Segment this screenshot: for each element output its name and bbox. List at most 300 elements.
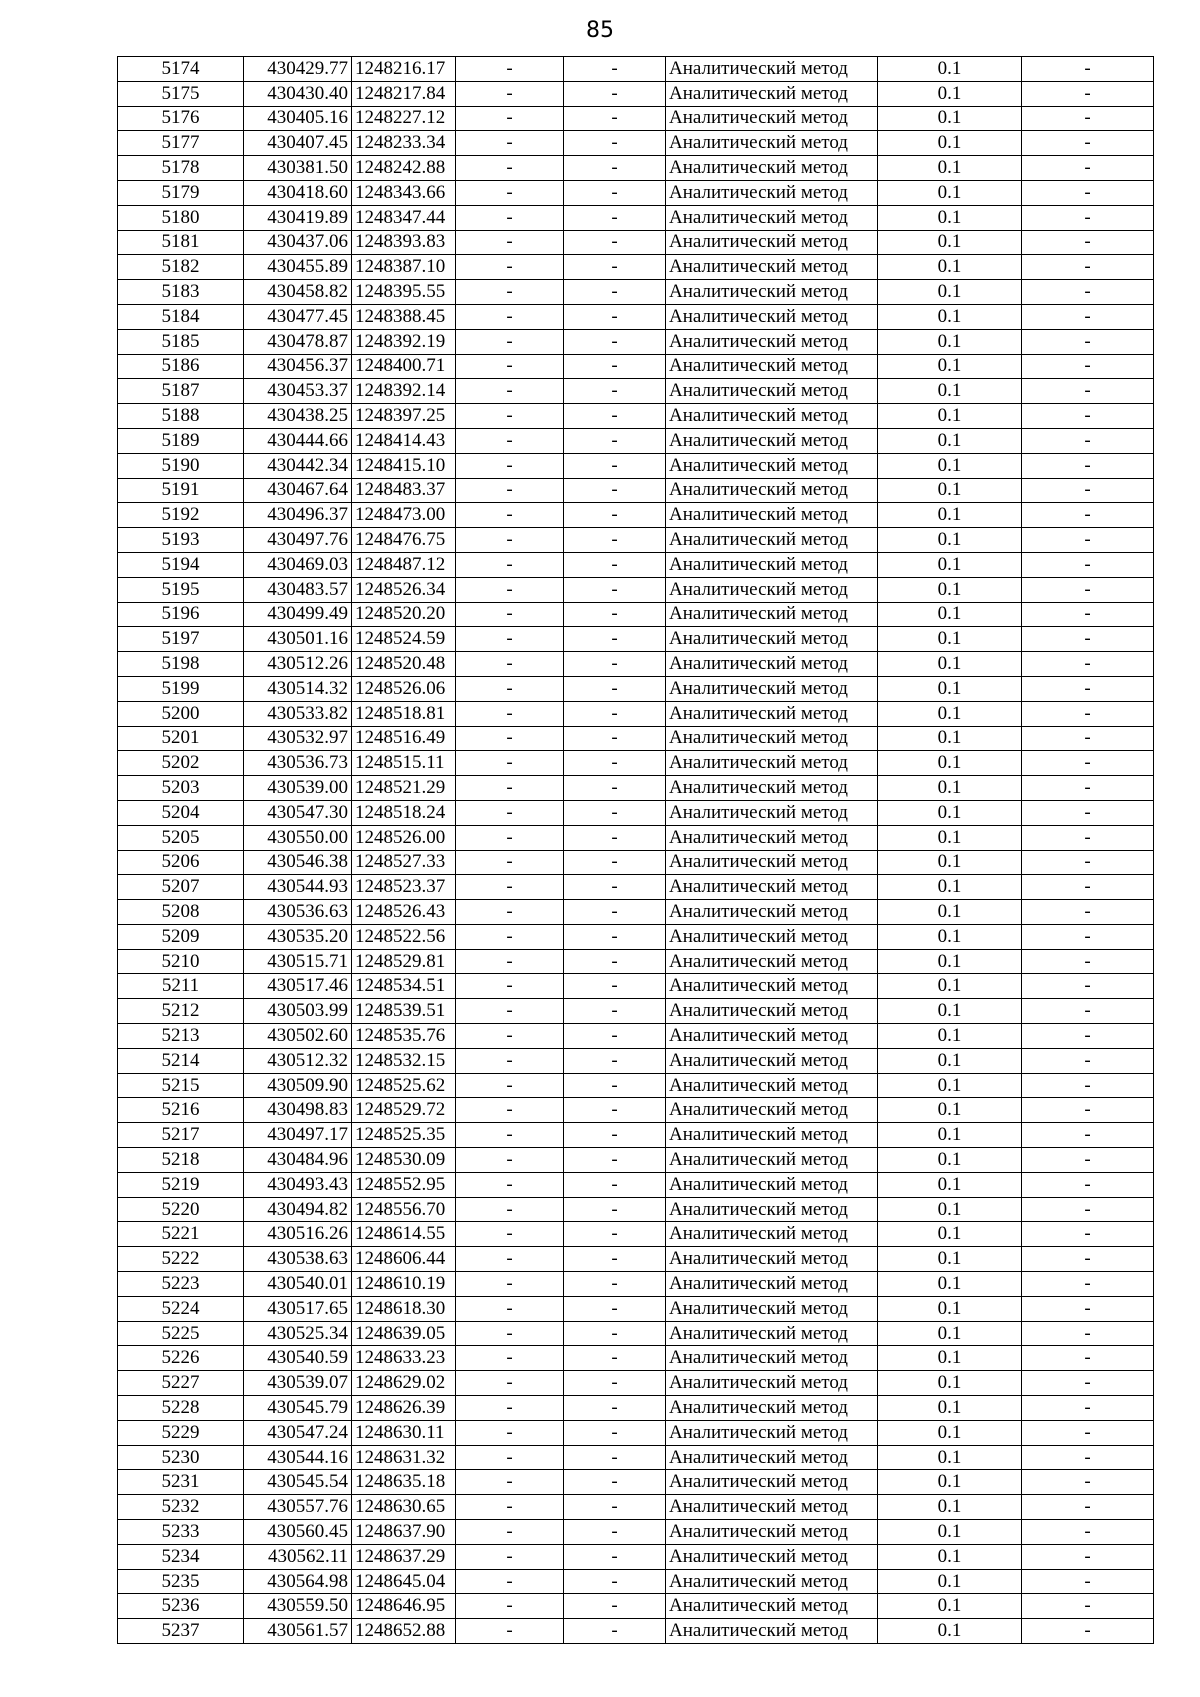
accuracy-cell: 0.1 [878,1371,1022,1396]
dash-cell-2: - [564,329,666,354]
point-number-cell: 5236 [118,1594,244,1619]
dash-cell-3: - [1022,676,1154,701]
x-coordinate-cell: 430562.11 [244,1544,352,1569]
dash-cell-1: - [456,652,564,677]
dash-cell-3: - [1022,1123,1154,1148]
dash-cell-3: - [1022,1024,1154,1049]
y-coordinate-cell: 1248216.17 [352,57,456,82]
dash-cell-2: - [564,404,666,429]
point-number-cell: 5213 [118,1024,244,1049]
dash-cell-1: - [456,1371,564,1396]
method-cell: Аналитический метод [666,999,878,1024]
point-number-cell: 5179 [118,180,244,205]
point-number-cell: 5210 [118,949,244,974]
accuracy-cell: 0.1 [878,1544,1022,1569]
table-row [118,850,1154,875]
x-coordinate-cell: 430546.38 [244,850,352,875]
table-row [118,205,1154,230]
x-coordinate-cell: 430429.77 [244,57,352,82]
table-row [118,503,1154,528]
x-coordinate-cell: 430533.82 [244,701,352,726]
accuracy-cell: 0.1 [878,552,1022,577]
x-coordinate-cell: 430532.97 [244,726,352,751]
dash-cell-3: - [1022,1048,1154,1073]
point-number-cell: 5214 [118,1048,244,1073]
dash-cell-3: - [1022,924,1154,949]
accuracy-cell: 0.1 [878,577,1022,602]
y-coordinate-cell: 1248515.11 [352,751,456,776]
point-number-cell: 5192 [118,503,244,528]
x-coordinate-cell: 430419.89 [244,205,352,230]
dash-cell-2: - [564,652,666,677]
table-row [118,900,1154,925]
dash-cell-1: - [456,428,564,453]
dash-cell-3: - [1022,304,1154,329]
dash-cell-2: - [564,1321,666,1346]
dash-cell-3: - [1022,180,1154,205]
table-row [118,726,1154,751]
dash-cell-3: - [1022,1520,1154,1545]
point-number-cell: 5220 [118,1197,244,1222]
dash-cell-1: - [456,1123,564,1148]
table-row [118,825,1154,850]
dash-cell-3: - [1022,552,1154,577]
x-coordinate-cell: 430557.76 [244,1495,352,1520]
y-coordinate-cell: 1248526.06 [352,676,456,701]
dash-cell-1: - [456,800,564,825]
point-number-cell: 5218 [118,1148,244,1173]
point-number-cell: 5212 [118,999,244,1024]
dash-cell-1: - [456,875,564,900]
x-coordinate-cell: 430497.76 [244,528,352,553]
point-number-cell: 5204 [118,800,244,825]
dash-cell-2: - [564,1396,666,1421]
y-coordinate-cell: 1248526.43 [352,900,456,925]
method-cell: Аналитический метод [666,1569,878,1594]
method-cell: Аналитический метод [666,131,878,156]
table-row [118,106,1154,131]
dash-cell-1: - [456,255,564,280]
table-row [118,1247,1154,1272]
y-coordinate-cell: 1248520.48 [352,652,456,677]
point-number-cell: 5181 [118,230,244,255]
method-cell: Аналитический метод [666,900,878,925]
accuracy-cell: 0.1 [878,428,1022,453]
dash-cell-1: - [456,1569,564,1594]
x-coordinate-cell: 430544.16 [244,1445,352,1470]
table-row [118,974,1154,999]
method-cell: Аналитический метод [666,1073,878,1098]
method-cell: Аналитический метод [666,205,878,230]
y-coordinate-cell: 1248523.37 [352,875,456,900]
method-cell: Аналитический метод [666,354,878,379]
method-cell: Аналитический метод [666,1396,878,1421]
dash-cell-2: - [564,924,666,949]
x-coordinate-cell: 430516.26 [244,1222,352,1247]
point-number-cell: 5184 [118,304,244,329]
dash-cell-2: - [564,1073,666,1098]
y-coordinate-cell: 1248610.19 [352,1272,456,1297]
table-row [118,131,1154,156]
dash-cell-1: - [456,974,564,999]
dash-cell-1: - [456,701,564,726]
y-coordinate-cell: 1248631.32 [352,1445,456,1470]
y-coordinate-cell: 1248630.11 [352,1420,456,1445]
dash-cell-1: - [456,1495,564,1520]
dash-cell-2: - [564,1247,666,1272]
method-cell: Аналитический метод [666,280,878,305]
table-row [118,1222,1154,1247]
accuracy-cell: 0.1 [878,404,1022,429]
dash-cell-1: - [456,676,564,701]
method-cell: Аналитический метод [666,1222,878,1247]
dash-cell-1: - [456,156,564,181]
method-cell: Аналитический метод [666,652,878,677]
point-number-cell: 5186 [118,354,244,379]
point-number-cell: 5226 [118,1346,244,1371]
dash-cell-2: - [564,776,666,801]
method-cell: Аналитический метод [666,1371,878,1396]
dash-cell-2: - [564,751,666,776]
dash-cell-2: - [564,1594,666,1619]
accuracy-cell: 0.1 [878,1296,1022,1321]
method-cell: Аналитический метод [666,1048,878,1073]
accuracy-cell: 0.1 [878,205,1022,230]
dash-cell-2: - [564,1197,666,1222]
dash-cell-1: - [456,1272,564,1297]
accuracy-cell: 0.1 [878,1148,1022,1173]
dash-cell-3: - [1022,577,1154,602]
method-cell: Аналитический метод [666,1594,878,1619]
x-coordinate-cell: 430540.59 [244,1346,352,1371]
point-number-cell: 5211 [118,974,244,999]
dash-cell-2: - [564,1544,666,1569]
accuracy-cell: 0.1 [878,1321,1022,1346]
dash-cell-3: - [1022,1222,1154,1247]
method-cell: Аналитический метод [666,379,878,404]
dash-cell-1: - [456,106,564,131]
method-cell: Аналитический метод [666,850,878,875]
point-number-cell: 5206 [118,850,244,875]
x-coordinate-cell: 430547.30 [244,800,352,825]
point-number-cell: 5222 [118,1247,244,1272]
method-cell: Аналитический метод [666,106,878,131]
dash-cell-1: - [456,1148,564,1173]
x-coordinate-cell: 430407.45 [244,131,352,156]
point-number-cell: 5223 [118,1272,244,1297]
method-cell: Аналитический метод [666,1024,878,1049]
y-coordinate-cell: 1248387.10 [352,255,456,280]
table-row [118,1420,1154,1445]
dash-cell-1: - [456,1470,564,1495]
dash-cell-3: - [1022,1569,1154,1594]
x-coordinate-cell: 430559.50 [244,1594,352,1619]
point-number-cell: 5230 [118,1445,244,1470]
dash-cell-3: - [1022,329,1154,354]
table-row [118,1445,1154,1470]
method-cell: Аналитический метод [666,255,878,280]
method-cell: Аналитический метод [666,1172,878,1197]
dash-cell-1: - [456,131,564,156]
dash-cell-3: - [1022,776,1154,801]
table-row [118,528,1154,553]
point-number-cell: 5221 [118,1222,244,1247]
dash-cell-3: - [1022,1148,1154,1173]
table-row [118,701,1154,726]
method-cell: Аналитический метод [666,230,878,255]
table-row [118,453,1154,478]
dash-cell-3: - [1022,1098,1154,1123]
dash-cell-1: - [456,1420,564,1445]
point-number-cell: 5178 [118,156,244,181]
dash-cell-2: - [564,379,666,404]
x-coordinate-cell: 430545.54 [244,1470,352,1495]
table-row [118,577,1154,602]
dash-cell-2: - [564,974,666,999]
point-number-cell: 5196 [118,602,244,627]
dash-cell-3: - [1022,652,1154,677]
method-cell: Аналитический метод [666,528,878,553]
y-coordinate-cell: 1248535.76 [352,1024,456,1049]
method-cell: Аналитический метод [666,1346,878,1371]
y-coordinate-cell: 1248473.00 [352,503,456,528]
accuracy-cell: 0.1 [878,1272,1022,1297]
method-cell: Аналитический метод [666,156,878,181]
accuracy-cell: 0.1 [878,255,1022,280]
accuracy-cell: 0.1 [878,280,1022,305]
table-row [118,1024,1154,1049]
dash-cell-3: - [1022,726,1154,751]
dash-cell-3: - [1022,57,1154,82]
dash-cell-2: - [564,1371,666,1396]
x-coordinate-cell: 430525.34 [244,1321,352,1346]
point-number-cell: 5182 [118,255,244,280]
dash-cell-3: - [1022,1321,1154,1346]
x-coordinate-cell: 430499.49 [244,602,352,627]
table-row [118,404,1154,429]
accuracy-cell: 0.1 [878,478,1022,503]
dash-cell-1: - [456,478,564,503]
y-coordinate-cell: 1248629.02 [352,1371,456,1396]
accuracy-cell: 0.1 [878,1098,1022,1123]
method-cell: Аналитический метод [666,701,878,726]
dash-cell-3: - [1022,1495,1154,1520]
x-coordinate-cell: 430493.43 [244,1172,352,1197]
dash-cell-3: - [1022,528,1154,553]
y-coordinate-cell: 1248556.70 [352,1197,456,1222]
accuracy-cell: 0.1 [878,1048,1022,1073]
accuracy-cell: 0.1 [878,627,1022,652]
accuracy-cell: 0.1 [878,999,1022,1024]
point-number-cell: 5217 [118,1123,244,1148]
y-coordinate-cell: 1248518.81 [352,701,456,726]
table-row [118,652,1154,677]
dash-cell-2: - [564,478,666,503]
dash-cell-2: - [564,1520,666,1545]
point-number-cell: 5202 [118,751,244,776]
table-row [118,1048,1154,1073]
point-number-cell: 5180 [118,205,244,230]
method-cell: Аналитический метод [666,503,878,528]
x-coordinate-cell: 430535.20 [244,924,352,949]
x-coordinate-cell: 430514.32 [244,676,352,701]
dash-cell-3: - [1022,1619,1154,1644]
dash-cell-1: - [456,81,564,106]
x-coordinate-cell: 430561.57 [244,1619,352,1644]
dash-cell-2: - [564,304,666,329]
table-row [118,230,1154,255]
dash-cell-3: - [1022,1544,1154,1569]
accuracy-cell: 0.1 [878,652,1022,677]
accuracy-cell: 0.1 [878,602,1022,627]
accuracy-cell: 0.1 [878,1172,1022,1197]
dash-cell-2: - [564,1569,666,1594]
dash-cell-2: - [564,875,666,900]
x-coordinate-cell: 430560.45 [244,1520,352,1545]
accuracy-cell: 0.1 [878,57,1022,82]
y-coordinate-cell: 1248645.04 [352,1569,456,1594]
dash-cell-3: - [1022,106,1154,131]
dash-cell-3: - [1022,900,1154,925]
point-number-cell: 5197 [118,627,244,652]
dash-cell-3: - [1022,875,1154,900]
point-number-cell: 5232 [118,1495,244,1520]
table-row [118,156,1154,181]
y-coordinate-cell: 1248633.23 [352,1346,456,1371]
accuracy-cell: 0.1 [878,1197,1022,1222]
method-cell: Аналитический метод [666,875,878,900]
dash-cell-2: - [564,1470,666,1495]
accuracy-cell: 0.1 [878,751,1022,776]
dash-cell-3: - [1022,1445,1154,1470]
point-number-cell: 5174 [118,57,244,82]
table-row [118,329,1154,354]
dash-cell-1: - [456,180,564,205]
point-number-cell: 5185 [118,329,244,354]
method-cell: Аналитический метод [666,1420,878,1445]
dash-cell-3: - [1022,751,1154,776]
dash-cell-2: - [564,1445,666,1470]
dash-cell-2: - [564,1172,666,1197]
dash-cell-1: - [456,453,564,478]
dash-cell-3: - [1022,999,1154,1024]
table-row [118,1098,1154,1123]
point-number-cell: 5176 [118,106,244,131]
dash-cell-1: - [456,1098,564,1123]
y-coordinate-cell: 1248522.56 [352,924,456,949]
table-row [118,999,1154,1024]
dash-cell-3: - [1022,205,1154,230]
y-coordinate-cell: 1248217.84 [352,81,456,106]
accuracy-cell: 0.1 [878,1569,1022,1594]
point-number-cell: 5227 [118,1371,244,1396]
dash-cell-1: - [456,577,564,602]
x-coordinate-cell: 430512.26 [244,652,352,677]
x-coordinate-cell: 430483.57 [244,577,352,602]
dash-cell-3: - [1022,280,1154,305]
x-coordinate-cell: 430442.34 [244,453,352,478]
table-row [118,428,1154,453]
dash-cell-1: - [456,1024,564,1049]
dash-cell-2: - [564,825,666,850]
accuracy-cell: 0.1 [878,800,1022,825]
point-number-cell: 5235 [118,1569,244,1594]
dash-cell-2: - [564,205,666,230]
point-number-cell: 5198 [118,652,244,677]
point-number-cell: 5190 [118,453,244,478]
dash-cell-2: - [564,1420,666,1445]
dash-cell-2: - [564,1222,666,1247]
dash-cell-3: - [1022,131,1154,156]
dash-cell-1: - [456,1321,564,1346]
table-row [118,1495,1154,1520]
table-row [118,776,1154,801]
dash-cell-1: - [456,949,564,974]
dash-cell-1: - [456,329,564,354]
dash-cell-1: - [456,1544,564,1569]
accuracy-cell: 0.1 [878,875,1022,900]
dash-cell-2: - [564,1272,666,1297]
y-coordinate-cell: 1248646.95 [352,1594,456,1619]
method-cell: Аналитический метод [666,974,878,999]
y-coordinate-cell: 1248397.25 [352,404,456,429]
x-coordinate-cell: 430539.07 [244,1371,352,1396]
accuracy-cell: 0.1 [878,329,1022,354]
x-coordinate-cell: 430544.93 [244,875,352,900]
accuracy-cell: 0.1 [878,1073,1022,1098]
table-row [118,1544,1154,1569]
table-row [118,1396,1154,1421]
point-number-cell: 5194 [118,552,244,577]
method-cell: Аналитический метод [666,180,878,205]
dash-cell-1: - [456,999,564,1024]
x-coordinate-cell: 430517.46 [244,974,352,999]
table-body [118,57,1154,1644]
table-row [118,81,1154,106]
table-row [118,676,1154,701]
dash-cell-3: - [1022,1371,1154,1396]
dash-cell-1: - [456,379,564,404]
y-coordinate-cell: 1248233.34 [352,131,456,156]
method-cell: Аналитический метод [666,1445,878,1470]
y-coordinate-cell: 1248395.55 [352,280,456,305]
dash-cell-3: - [1022,354,1154,379]
table-row [118,1272,1154,1297]
table-row [118,1346,1154,1371]
table-row [118,280,1154,305]
method-cell: Аналитический метод [666,304,878,329]
method-cell: Аналитический метод [666,1470,878,1495]
point-number-cell: 5195 [118,577,244,602]
dash-cell-1: - [456,900,564,925]
dash-cell-2: - [564,627,666,652]
y-coordinate-cell: 1248524.59 [352,627,456,652]
accuracy-cell: 0.1 [878,1222,1022,1247]
y-coordinate-cell: 1248521.29 [352,776,456,801]
method-cell: Аналитический метод [666,404,878,429]
point-number-cell: 5229 [118,1420,244,1445]
dash-cell-3: - [1022,1296,1154,1321]
x-coordinate-cell: 430438.25 [244,404,352,429]
dash-cell-3: - [1022,1272,1154,1297]
accuracy-cell: 0.1 [878,776,1022,801]
dash-cell-1: - [456,1445,564,1470]
y-coordinate-cell: 1248637.90 [352,1520,456,1545]
point-number-cell: 5215 [118,1073,244,1098]
dash-cell-1: - [456,751,564,776]
dash-cell-1: - [456,1222,564,1247]
dash-cell-1: - [456,776,564,801]
